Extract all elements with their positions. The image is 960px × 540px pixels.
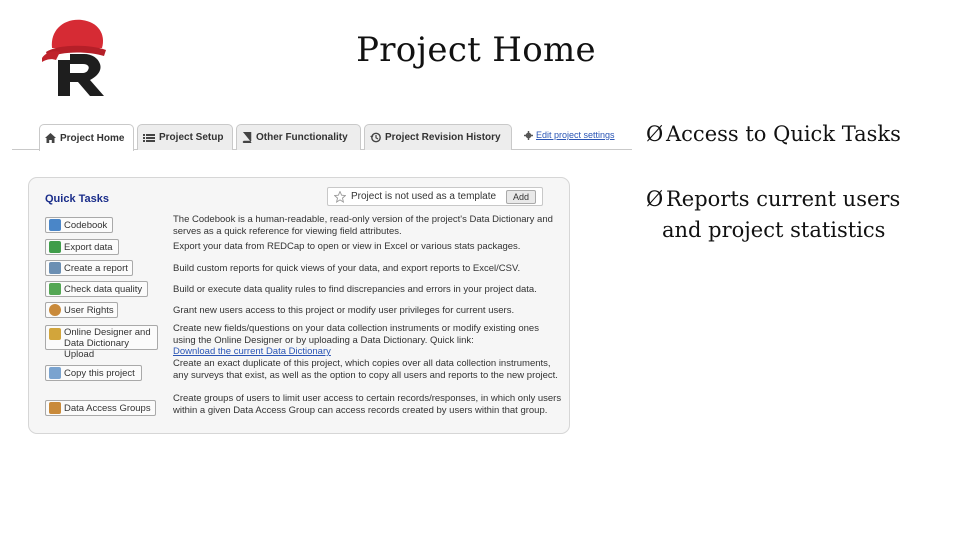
project-tab-bar — [12, 122, 632, 150]
create-report-button[interactable] — [45, 260, 133, 276]
create-report-label: Create a report — [64, 262, 128, 274]
tab-other-functionality[interactable] — [236, 124, 361, 150]
bullet-text: Reports current users — [666, 187, 901, 211]
home-icon — [45, 133, 56, 143]
check-data-quality-label: Check data quality — [64, 283, 143, 295]
codebook-description: The Codebook is a human-readable, read-only version of the project's Data Dictionary and serves as a quick reference for viewing field attributes. — [173, 214, 553, 237]
codebook-button[interactable] — [45, 217, 113, 233]
bullet-reports — [646, 184, 900, 246]
export-icon — [49, 241, 61, 253]
copy-icon — [49, 367, 61, 379]
online-designer-text: Create new fields/questions on your data collection instruments or modify existing ones using the Online Designer or by uploading a Data Dictionary. Quick link: — [173, 323, 539, 346]
user-icon — [49, 304, 61, 316]
check-icon — [49, 283, 61, 295]
tab-label: Project Revision History — [385, 132, 501, 143]
bullet-continuation: and project statistics — [662, 218, 886, 242]
download-data-dictionary-link[interactable]: Download the current Data Dictionary — [173, 346, 331, 357]
tab-project-home[interactable] — [39, 124, 134, 151]
history-icon — [370, 132, 381, 143]
user-rights-button[interactable] — [45, 302, 118, 318]
data-access-groups-button[interactable] — [45, 400, 156, 416]
tab-label: Other Functionality — [256, 132, 348, 143]
quick-tasks-panel — [28, 177, 570, 434]
tab-label: Project Home — [60, 132, 125, 144]
star-icon[interactable] — [334, 191, 346, 203]
tab-project-revision-history[interactable] — [364, 124, 512, 150]
online-designer-button[interactable] — [45, 325, 158, 360]
tab-label: Project Setup — [159, 132, 224, 143]
export-data-button[interactable] — [45, 239, 119, 255]
create-report-description: Build custom reports for quick views of your data, and export reports to Excel/CSV. — [173, 263, 521, 274]
edit-project-settings-link[interactable] — [524, 130, 615, 140]
copy-project-button[interactable] — [45, 365, 142, 381]
edit-settings-label: Edit project settings — [536, 130, 615, 140]
online-designer-description — [173, 323, 563, 358]
gear-icon — [524, 131, 533, 140]
data-access-groups-description: Create groups of users to limit user access to certain records/responses, in which only users within a given Data Access Group can access records created by users within that group. — [173, 393, 562, 416]
add-template-button[interactable]: Add — [506, 190, 536, 204]
copy-project-description: Create an exact duplicate of this project, which copies over all data collection instruments, any surveys that exist, as well as the option to copy all users and reports to the new project. — [173, 358, 558, 381]
user-rights-label: User Rights — [64, 304, 114, 316]
book-icon — [242, 132, 252, 143]
template-status-box — [327, 187, 543, 206]
copy-project-label: Copy this project — [64, 367, 135, 379]
check-data-quality-description: Build or execute data quality rules to find discrepancies and errors in your project data. — [173, 284, 537, 295]
arrow-bullet-icon: Ø — [646, 122, 664, 146]
export-data-label: Export data — [64, 241, 113, 253]
quick-tasks-title: Quick Tasks — [45, 193, 109, 205]
groups-icon — [49, 402, 61, 414]
tab-project-setup[interactable] — [137, 124, 233, 150]
bullet-quick-tasks — [646, 119, 901, 150]
report-icon — [49, 262, 61, 274]
online-designer-label: Online Designer and Data Dictionary Upload — [64, 327, 151, 360]
list-icon — [143, 133, 155, 143]
data-access-groups-label: Data Access Groups — [64, 402, 151, 414]
bullet-text: Access to Quick Tasks — [666, 122, 901, 146]
export-data-description: Export your data from REDCap to open or view in Excel or various stats packages. — [173, 241, 521, 252]
codebook-label: Codebook — [64, 219, 108, 231]
check-data-quality-button[interactable] — [45, 281, 148, 297]
template-status-text: Project is not used as a template — [351, 191, 497, 202]
slide-title: Project Home — [356, 30, 596, 70]
designer-icon — [49, 328, 61, 340]
user-rights-description: Grant new users access to this project or modify user privileges for current users. — [173, 305, 515, 316]
arrow-bullet-icon: Ø — [646, 187, 664, 211]
codebook-icon — [49, 219, 61, 231]
